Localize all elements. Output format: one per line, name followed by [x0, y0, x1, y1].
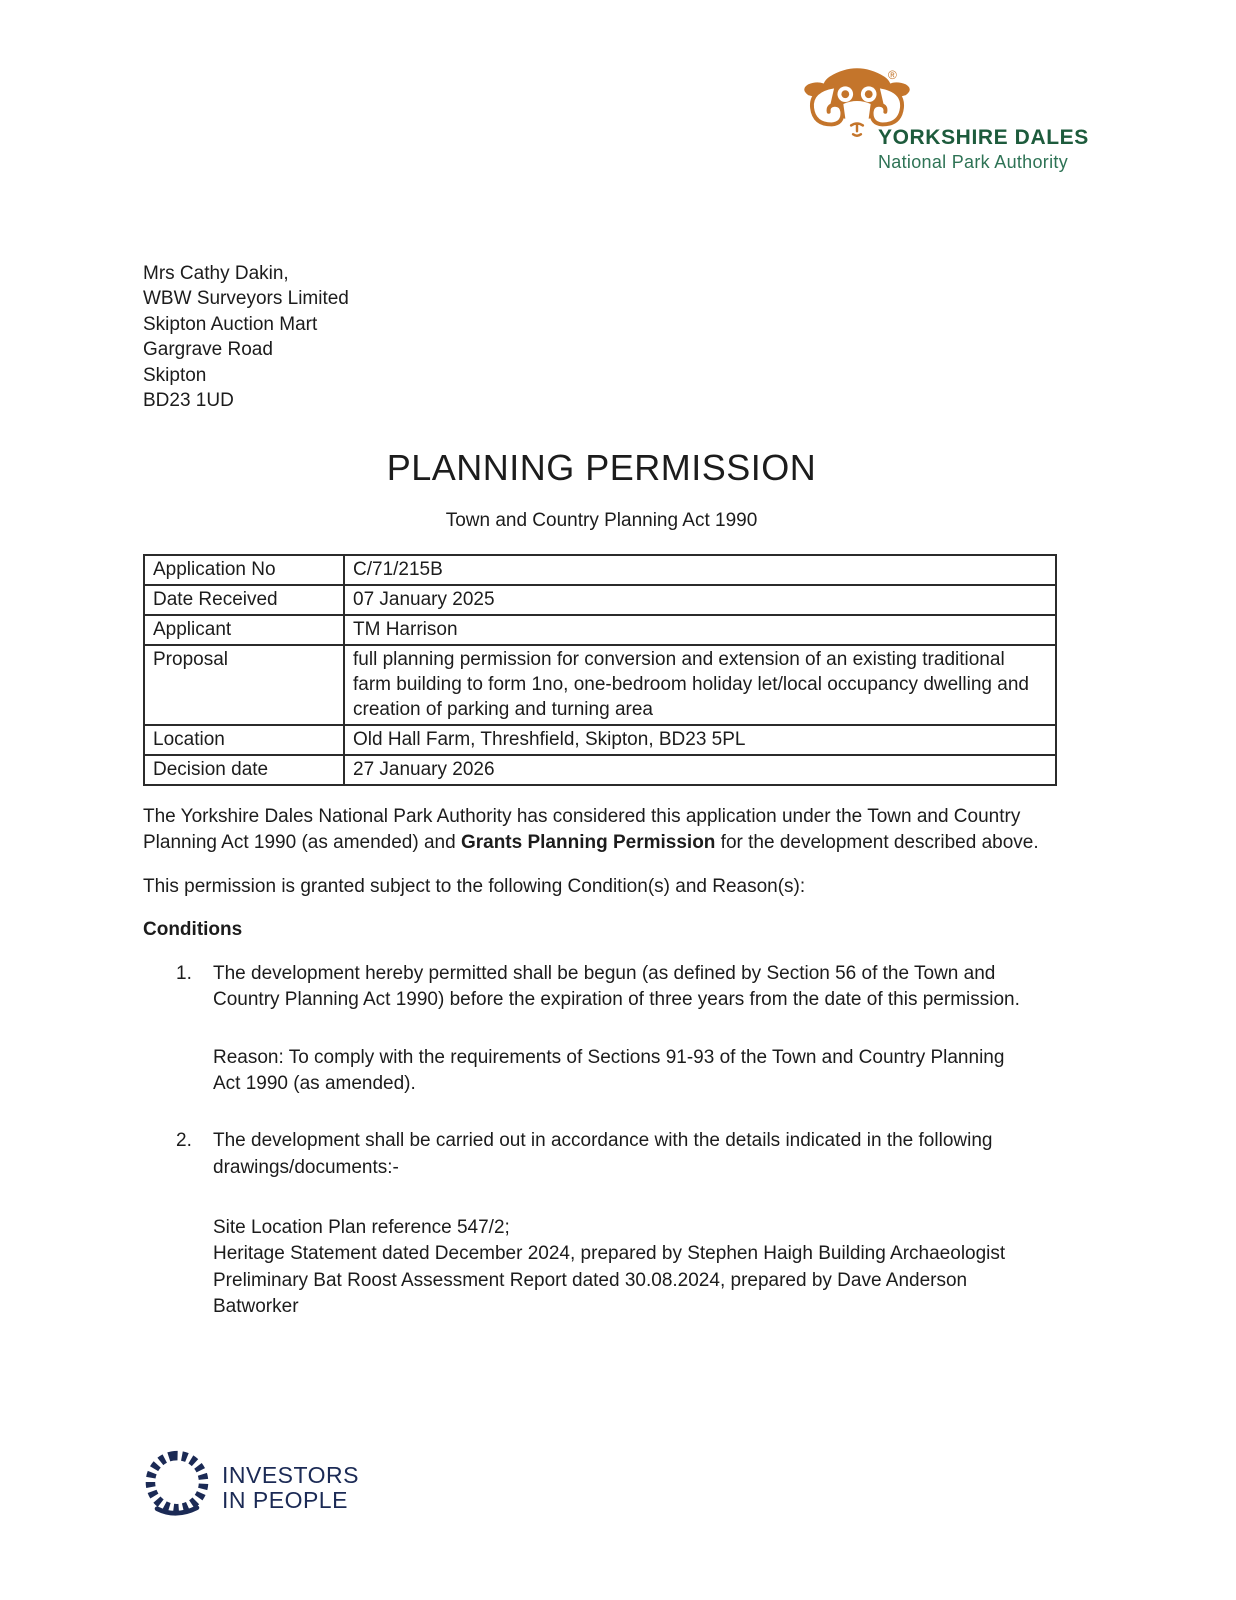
- address-line: BD23 1UD: [143, 390, 234, 412]
- row-value: TM Harrison: [344, 615, 1056, 645]
- investors-in-people-logo: [140, 1446, 359, 1529]
- letter-body: [143, 804, 1060, 1320]
- grant-paragraph-start: The Yorkshire Dales National Park Authority has considered this application under the Town and Country Planning Act 1990 (as amended) and: [143, 806, 1021, 854]
- registered-trademark-symbol: ®: [888, 68, 897, 82]
- condition-item: [176, 961, 1060, 1014]
- document-line: Heritage Statement dated December 2024, prepared by Stephen Haigh Building Archaeologist: [213, 1243, 1006, 1265]
- condition-number: 2.: [176, 1130, 192, 1152]
- row-label: Date Received: [144, 585, 344, 615]
- row-value: C/71/215B: [344, 555, 1056, 585]
- grant-paragraph-end: for the development described above.: [715, 832, 1039, 854]
- address-line: Skipton Auction Mart: [143, 313, 318, 335]
- iip-line-2: IN PEOPLE: [222, 1486, 348, 1513]
- referenced-documents-list: [213, 1215, 1013, 1320]
- address-line: Gargrave Road: [143, 339, 273, 361]
- document-line: Preliminary Bat Roost Assessment Report dated 30.08.2024, prepared by Dave Anderson Batworker: [213, 1269, 968, 1317]
- page-title: PLANNING PERMISSION: [386, 447, 817, 488]
- brand-name: YORKSHIRE DALES: [878, 126, 1089, 149]
- page-subtitle: Town and Country Planning Act 1990: [445, 510, 758, 531]
- condition-item: [176, 1128, 1060, 1181]
- grant-paragraph: [143, 804, 1060, 857]
- address-line: Skipton: [143, 364, 207, 386]
- table-row: [144, 555, 1056, 585]
- condition-text: The development shall be carried out in accordance with the details indicated in the following drawings/documents:-: [213, 1130, 993, 1178]
- investors-in-people-wordmark: [222, 1463, 359, 1513]
- application-details-table: [143, 554, 1057, 786]
- row-label: Applicant: [144, 615, 344, 645]
- table-row: [144, 615, 1056, 645]
- condition-text: The development hereby permitted shall be begun (as defined by Section 56 of the Town and Country Planning Act 1990) before the expiration of three years from the date of this permission.: [213, 963, 1020, 1011]
- row-value: 07 January 2025: [344, 585, 1056, 615]
- row-label: Decision date: [144, 755, 344, 785]
- address-line: Mrs Cathy Dakin,: [143, 263, 289, 284]
- recipient-address: [143, 261, 349, 413]
- condition-reason: Reason: To comply with the requirements of Sections 91-93 of the Town and Country Planning Act 1990 (as amended).: [213, 1046, 1005, 1095]
- table-row: [144, 645, 1056, 725]
- table-row: [144, 725, 1056, 755]
- document-line: Site Location Plan reference 547/2;: [213, 1216, 510, 1238]
- brand-subtitle: National Park Authority: [878, 152, 1068, 172]
- conditions-heading: Conditions: [143, 918, 243, 940]
- grants-planning-permission-text: Grants Planning Permission: [460, 832, 716, 854]
- address-line: WBW Surveyors Limited: [143, 288, 349, 310]
- laurel-wreath-icon: [140, 1446, 214, 1529]
- table-row: [144, 755, 1056, 785]
- row-label: Application No: [144, 555, 344, 585]
- row-value: 27 January 2026: [344, 755, 1056, 785]
- subject-to-conditions-paragraph: This permission is granted subject to the following Condition(s) and Reason(s):: [143, 875, 806, 897]
- row-label: Proposal: [144, 645, 344, 725]
- condition-number: 1.: [176, 963, 192, 985]
- table-row: [144, 585, 1056, 615]
- row-value: Old Hall Farm, Threshfield, Skipton, BD23 5PL: [344, 725, 1056, 755]
- iip-line-1: INVESTORS: [222, 1461, 359, 1488]
- row-value: full planning permission for conversion and extension of an existing traditional farm building to form 1no, one-bedroom holiday let/local occupancy dwelling and creation of parking and turning area: [344, 645, 1056, 725]
- row-label: Location: [144, 725, 344, 755]
